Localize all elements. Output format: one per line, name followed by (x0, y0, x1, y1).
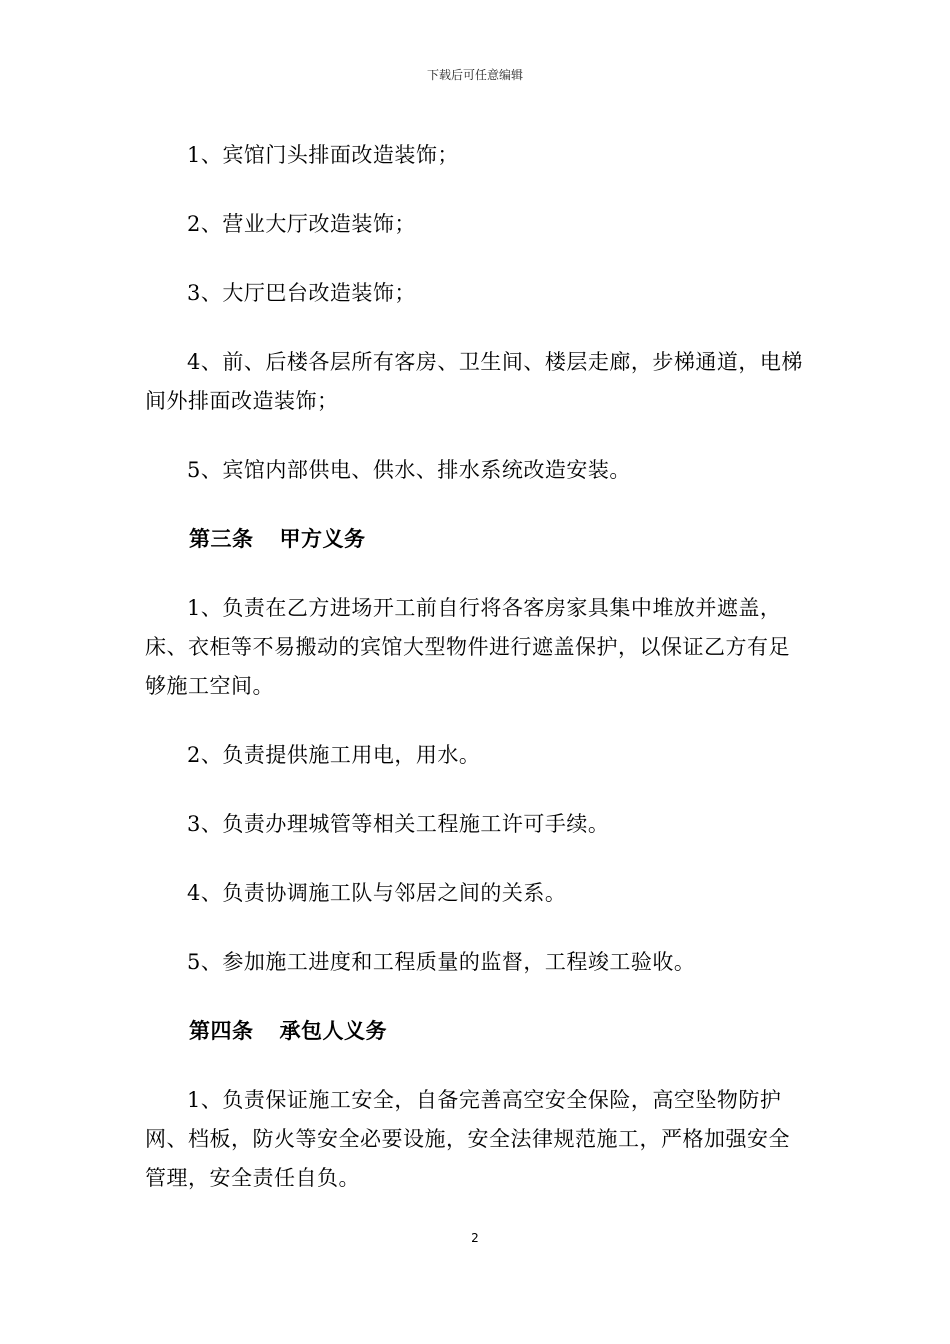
section-title: 甲方义务 (279, 527, 366, 551)
paragraph-item: 5、宾馆内部供电、供水、排水系统改造安装。 (187, 458, 631, 482)
section-heading-4 (145, 1012, 810, 1051)
section-title: 承包人义务 (279, 1019, 387, 1043)
paragraph-item: 5、参加施工进度和工程质量的监督，工程竣工验收。 (187, 950, 696, 974)
section-number: 第四条 (189, 1019, 254, 1043)
paragraph-item: 2、营业大厅改造装饰； (187, 212, 416, 236)
paragraph-item: 3、负责办理城管等相关工程施工许可手续。 (187, 812, 610, 836)
section-number: 第三条 (189, 527, 254, 551)
paragraph-item: 1、负责在乙方进场开工前自行将各客房家具集中堆放并遮盖，床、衣柜等不易搬动的宾馆大型物件进行遮盖保护，以保证乙方有足够施工空间。 (145, 596, 790, 698)
paragraph-item: 4、前、后楼各层所有客房、卫生间、楼层走廊，步梯通道，电梯间外排面改造装饰； (145, 350, 803, 413)
header-note: 下载后可任意编辑 (426, 68, 523, 82)
paragraph-item: 1、宾馆门头排面改造装饰； (187, 143, 459, 167)
paragraph-item: 1、负责保证施工安全，自备完善高空安全保险，高空坠物防护网、档板，防火等安全必要设施，安全法律规范施工，严格加强安全管理，安全责任自负。 (145, 1088, 790, 1190)
document-content (145, 136, 810, 1198)
paragraph-item: 2、负责提供施工用电，用水。 (187, 743, 481, 767)
page-number: 2 (471, 1231, 479, 1245)
section-heading-3 (145, 520, 810, 559)
paragraph-item: 3、大厅巴台改造装饰； (187, 281, 416, 305)
paragraph-item: 4、负责协调施工队与邻居之间的关系。 (187, 881, 567, 905)
